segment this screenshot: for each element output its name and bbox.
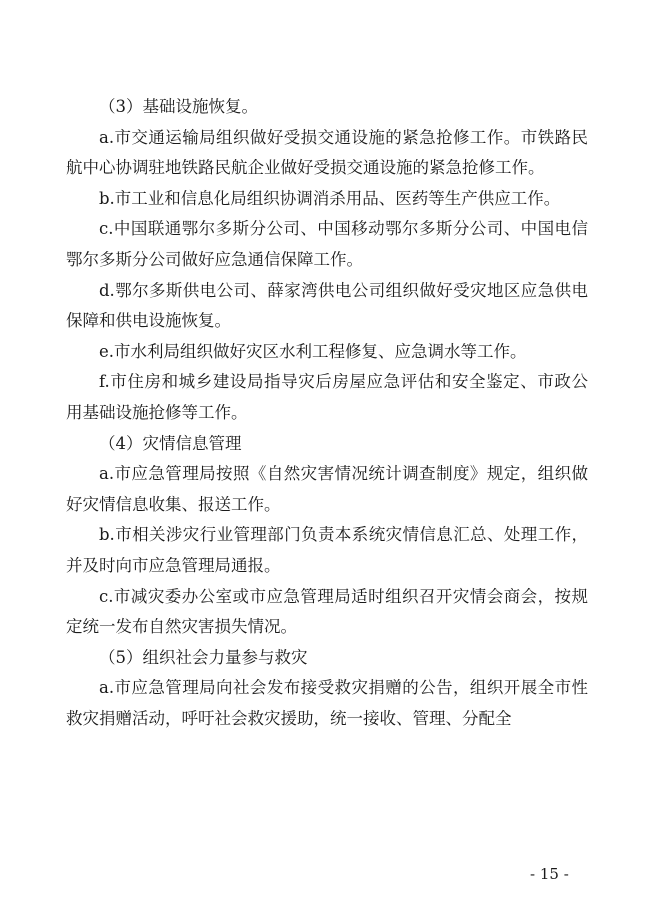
- paragraph-c-consultation: c.市减灾委办公室或市应急管理局适时组织召开灾情会商会，按规定统一发布自然灾害损失情况。: [66, 586, 588, 637]
- page-number: - 15 -: [530, 865, 569, 883]
- paragraph-a-transport: a.市交通运输局组织做好受损交通设施的紧急抢修工作。市铁路民航中心协调驻地铁路民航企业做好受损交通设施的紧急抢修工作。: [66, 127, 588, 178]
- paragraph-a-statistics: a.市应急管理局按照《自然灾害情况统计调查制度》规定，组织做好灾情信息收集、报送工作。: [66, 464, 588, 514]
- section-heading-disaster-info: （4）灾情信息管理: [99, 433, 242, 453]
- paragraph-e-water: e.市水利局组织做好灾区水利工程修复、应急调水等工作。: [99, 341, 527, 361]
- paragraph-c-telecom: c.中国联通鄂尔多斯分公司、中国移动鄂尔多斯分公司、中国电信鄂尔多斯分公司做好应急通信保障工作。: [66, 219, 588, 269]
- section-heading-infrastructure: （3）基础设施恢复。: [99, 97, 258, 116]
- paragraph-b-industry: b.市工业和信息化局组织协调消杀用品、医药等生产供应工作。: [99, 188, 561, 208]
- paragraph-d-power: d.鄂尔多斯供电公司、薛家湾供电公司组织做好受灾地区应急供电保障和供电设施恢复。: [66, 280, 588, 331]
- section-heading-social-forces: （5）组织社会力量参与救灾: [99, 647, 308, 667]
- paragraph-b-reporting: b.市相关涉灾行业管理部门负责本系统灾情信息汇总、处理工作，并及时向市应急管理局通报。: [66, 525, 588, 575]
- paragraph-f-housing: f.市住房和城乡建设局指导灾后房屋应急评估和安全鉴定、市政公用基础设施抢修等工作。: [66, 372, 588, 422]
- document-body: [66, 92, 588, 734]
- paragraph-a-donations: a.市应急管理局向社会发布接受救灾捐赠的公告，组织开展全市性救灾捐赠活动，呼吁社会救灾援助，统一接收、管理、分配全: [66, 678, 588, 728]
